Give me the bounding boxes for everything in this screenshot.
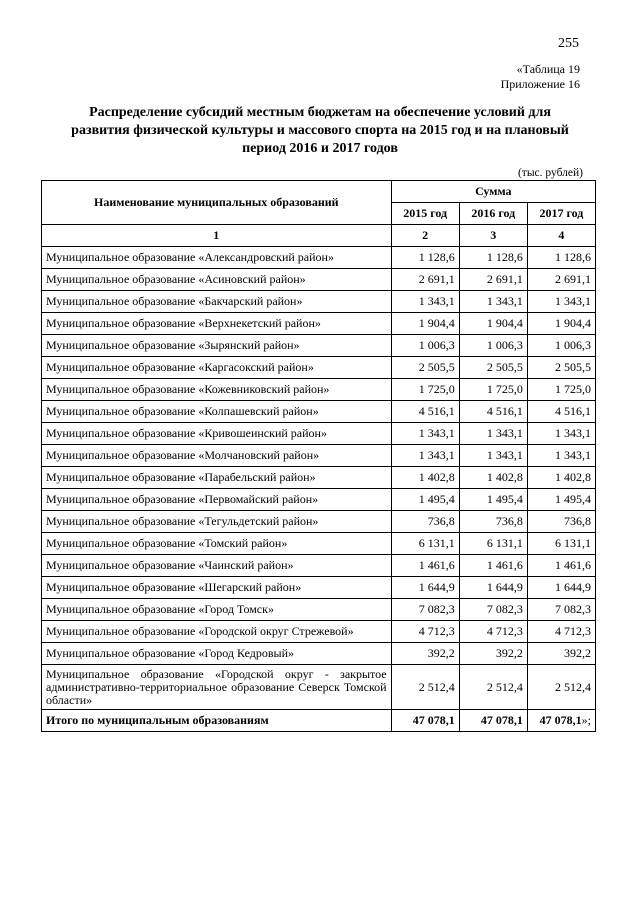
amount-2017: 1 128,6 (527, 247, 595, 269)
municipality-name: Муниципальное образование «Каргасокский район» (42, 357, 392, 379)
amount-2016: 1 402,8 (459, 467, 527, 489)
total-2016: 47 078,1 (459, 710, 527, 732)
header-sum: Сумма (391, 181, 595, 203)
municipality-name: Муниципальное образование «Томский район» (42, 533, 392, 555)
table-row (42, 401, 596, 423)
amount-2016: 2 505,5 (459, 357, 527, 379)
amount-2017: 1 461,6 (527, 555, 595, 577)
table-row (42, 423, 596, 445)
amount-2017: 2 691,1 (527, 269, 595, 291)
table-row (42, 467, 596, 489)
municipality-name: Муниципальное образование «Парабельский район» (42, 467, 392, 489)
amount-2016: 1 343,1 (459, 423, 527, 445)
table-row (42, 269, 596, 291)
amount-2015: 1 343,1 (391, 423, 459, 445)
column-index-row (42, 225, 596, 247)
total-2015: 47 078,1 (391, 710, 459, 732)
page-number: 255 (558, 36, 579, 51)
municipality-name: Муниципальное образование «Городской округ - закрытое административно-территориальное образование Северск Томской области» (42, 665, 392, 710)
header-municipality-name: Наименование муниципальных образований (42, 181, 392, 225)
municipality-name: Муниципальное образование «Чаинский район» (42, 555, 392, 577)
amount-2016: 2 512,4 (459, 665, 527, 710)
amount-2015: 4 712,3 (391, 621, 459, 643)
amount-2017: 1 904,4 (527, 313, 595, 335)
appendix-reference (501, 62, 580, 92)
table-row (42, 313, 596, 335)
municipality-name: Муниципальное образование «Городской округ Стрежевой» (42, 621, 392, 643)
table-row (42, 511, 596, 533)
total-label: Итого по муниципальным образованиям (42, 710, 392, 732)
amount-2015: 1 343,1 (391, 445, 459, 467)
document-title (50, 104, 590, 158)
title-line-1: Распределение субсидий местным бюджетам на обеспечение условий для (89, 105, 551, 120)
table-row (42, 555, 596, 577)
closing-quote-mark: »; (581, 713, 591, 727)
amount-2015: 1 725,0 (391, 379, 459, 401)
amount-2017: 4 712,3 (527, 621, 595, 643)
municipality-name: Муниципальное образование «Бакчарский район» (42, 291, 392, 313)
amount-2017: 1 006,3 (527, 335, 595, 357)
title-line-2: развития физической культуры и массового спорта на 2015 год и на плановый (71, 123, 569, 138)
subsidy-table (41, 180, 596, 732)
amount-2016: 6 131,1 (459, 533, 527, 555)
amount-2015: 1 644,9 (391, 577, 459, 599)
amount-2015: 1 495,4 (391, 489, 459, 511)
amount-2016: 1 006,3 (459, 335, 527, 357)
amount-2015: 2 505,5 (391, 357, 459, 379)
table-row (42, 599, 596, 621)
amount-2017: 6 131,1 (527, 533, 595, 555)
amount-2017: 4 516,1 (527, 401, 595, 423)
total-row (42, 710, 596, 732)
title-line-3: период 2016 и 2017 годов (242, 141, 398, 156)
amount-2015: 6 131,1 (391, 533, 459, 555)
amount-2016: 1 461,6 (459, 555, 527, 577)
total-2017: 47 078,1 (539, 713, 582, 727)
appendix-annex-label: Приложение 16 (500, 77, 580, 91)
amount-2016: 1 128,6 (459, 247, 527, 269)
amount-2015: 736,8 (391, 511, 459, 533)
amount-2017: 1 725,0 (527, 379, 595, 401)
amount-2017: 736,8 (527, 511, 595, 533)
amount-2015: 1 128,6 (391, 247, 459, 269)
amount-2017: 392,2 (527, 643, 595, 665)
municipality-name: Муниципальное образование «Александровский район» (42, 247, 392, 269)
table-row (42, 665, 596, 710)
table-row (42, 445, 596, 467)
amount-2016: 1 644,9 (459, 577, 527, 599)
amount-2017: 1 402,8 (527, 467, 595, 489)
municipality-name: Муниципальное образование «Молчановский район» (42, 445, 392, 467)
amount-2015: 7 082,3 (391, 599, 459, 621)
municipality-name: Муниципальное образование «Кожевниковский район» (42, 379, 392, 401)
amount-2015: 392,2 (391, 643, 459, 665)
header-year-2015: 2015 год (391, 203, 459, 225)
table-row (42, 357, 596, 379)
amount-2017: 1 495,4 (527, 489, 595, 511)
table-row (42, 335, 596, 357)
amount-2016: 4 712,3 (459, 621, 527, 643)
municipality-name: Муниципальное образование «Город Томск» (42, 599, 392, 621)
municipality-name: Муниципальное образование «Колпашевский район» (42, 401, 392, 423)
column-index: 3 (459, 225, 527, 247)
table-row (42, 489, 596, 511)
column-index: 4 (527, 225, 595, 247)
amount-2016: 392,2 (459, 643, 527, 665)
appendix-table-label: «Таблица 19 (516, 62, 580, 76)
total-2017-cell (527, 710, 595, 732)
amount-2017: 2 512,4 (527, 665, 595, 710)
amount-2016: 4 516,1 (459, 401, 527, 423)
amount-2016: 1 904,4 (459, 313, 527, 335)
amount-2016: 1 343,1 (459, 445, 527, 467)
municipality-name: Муниципальное образование «Город Кедровый» (42, 643, 392, 665)
amount-2016: 2 691,1 (459, 269, 527, 291)
amount-2015: 4 516,1 (391, 401, 459, 423)
municipality-name: Муниципальное образование «Асиновский район» (42, 269, 392, 291)
amount-2015: 1 402,8 (391, 467, 459, 489)
amount-2016: 7 082,3 (459, 599, 527, 621)
amount-2015: 1 343,1 (391, 291, 459, 313)
column-index: 2 (391, 225, 459, 247)
amount-2015: 2 691,1 (391, 269, 459, 291)
table-row (42, 533, 596, 555)
amount-2017: 1 343,1 (527, 291, 595, 313)
amount-2016: 1 495,4 (459, 489, 527, 511)
units-note: (тыс. рублей) (517, 167, 583, 179)
municipality-name: Муниципальное образование «Кривошеинский район» (42, 423, 392, 445)
table-row (42, 291, 596, 313)
municipality-name: Муниципальное образование «Зырянский район» (42, 335, 392, 357)
amount-2016: 1 343,1 (459, 291, 527, 313)
header-year-2016: 2016 год (459, 203, 527, 225)
amount-2017: 2 505,5 (527, 357, 595, 379)
table-row (42, 621, 596, 643)
municipality-name: Муниципальное образование «Тегульдетский район» (42, 511, 392, 533)
amount-2017: 1 644,9 (527, 577, 595, 599)
amount-2015: 1 904,4 (391, 313, 459, 335)
amount-2015: 2 512,4 (391, 665, 459, 710)
table-row (42, 643, 596, 665)
table-row (42, 577, 596, 599)
table-row (42, 247, 596, 269)
amount-2015: 1 006,3 (391, 335, 459, 357)
municipality-name: Муниципальное образование «Первомайский район» (42, 489, 392, 511)
amount-2017: 7 082,3 (527, 599, 595, 621)
municipality-name: Муниципальное образование «Верхнекетский район» (42, 313, 392, 335)
table-row (42, 379, 596, 401)
column-index: 1 (42, 225, 392, 247)
amount-2015: 1 461,6 (391, 555, 459, 577)
header-year-2017: 2017 год (527, 203, 595, 225)
amount-2017: 1 343,1 (527, 445, 595, 467)
amount-2016: 1 725,0 (459, 379, 527, 401)
amount-2016: 736,8 (459, 511, 527, 533)
municipality-name: Муниципальное образование «Шегарский район» (42, 577, 392, 599)
amount-2017: 1 343,1 (527, 423, 595, 445)
